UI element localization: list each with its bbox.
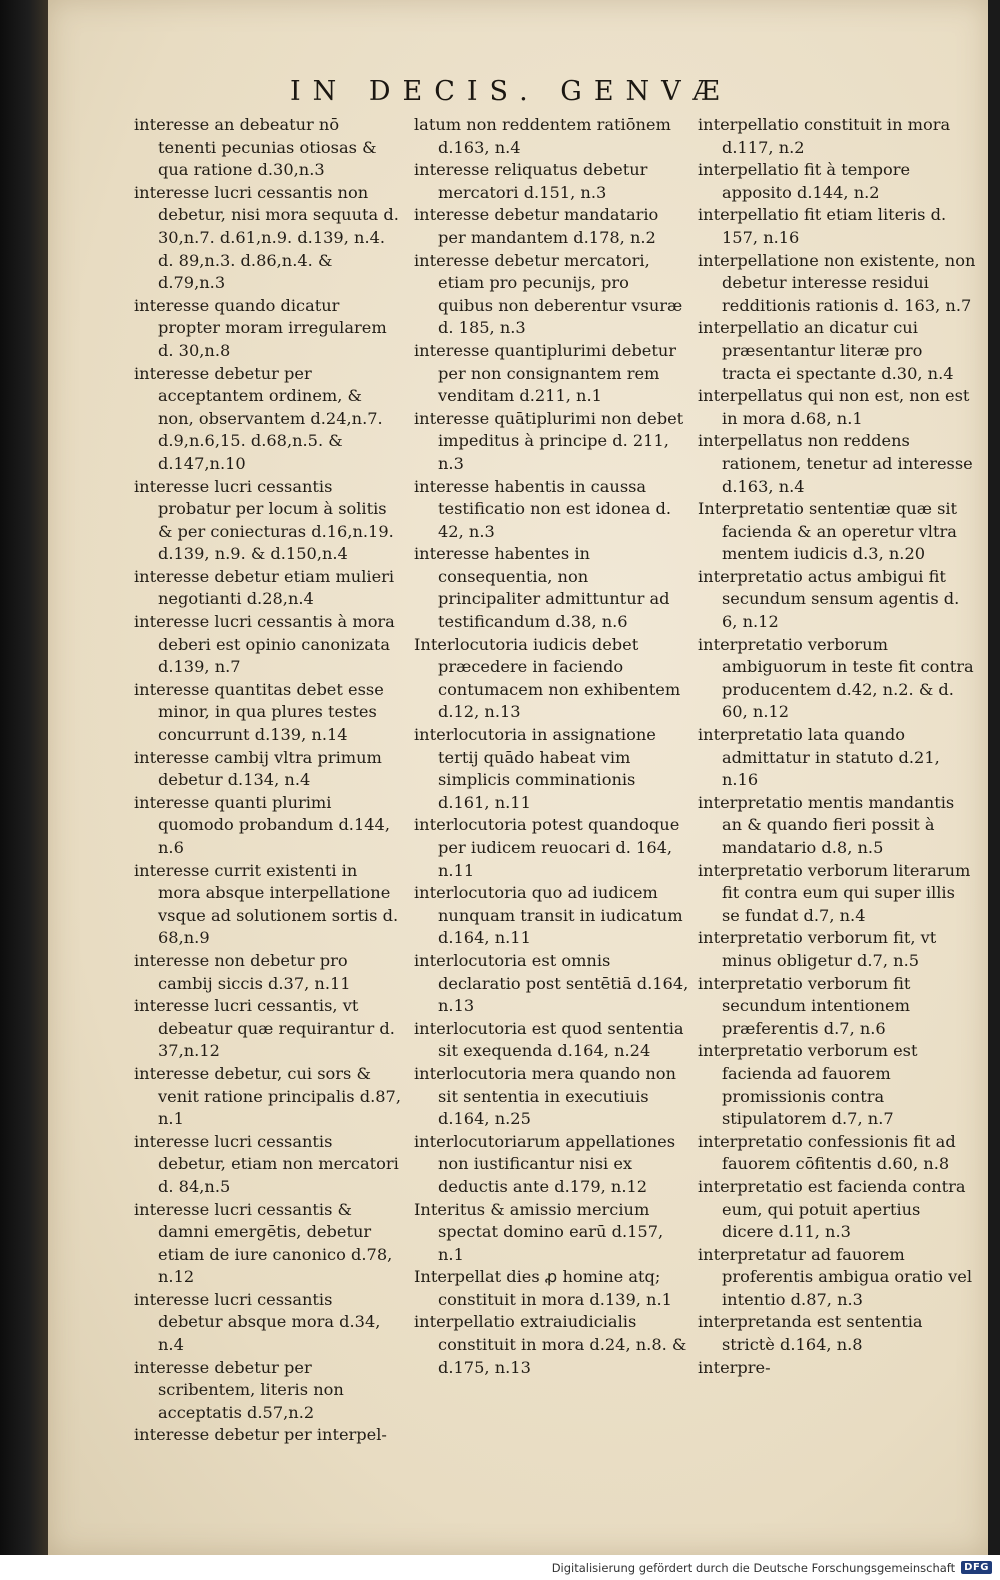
index-entry: interesse debetur mercatori, etiam pro pecunijs, pro quibus non deberentur vsuræ d. 185, n.3 (414, 250, 683, 338)
index-column-2 (414, 114, 689, 1379)
index-entry: interpretatio verborum ambiguorum in teste fit contra producentem d.42, n.2. & d. 60, n.12 (698, 634, 974, 722)
index-entry: interpellatio extraiudicialis constituit in mora d.24, n.8. & d.175, n.13 (414, 1312, 687, 1377)
index-entry: interesse cambij vltra primum debetur d.134, n.4 (134, 747, 382, 790)
running-header: IN DECIS. GENVÆ (290, 76, 732, 107)
index-entry: Interpretatio sententiæ quæ sit facienda & an operetur vltra mentem iudicis d.3, n.20 (698, 499, 958, 564)
index-entry: interpretatur ad fauorem proferentis ambigua oratio vel intentio d.87, n.3 (698, 1244, 973, 1309)
index-entry: interpretatio verborum est facienda ad fauorem promissionis contra stipulatorem d.7, n.7 (698, 1041, 918, 1129)
index-entry: interesse lucri cessantis & damni emergētis, debetur etiam de iure canonico d.78, n.12 (134, 1199, 393, 1287)
index-entry: interesse quando dicatur propter moram irregularem d. 30,n.8 (134, 295, 387, 360)
index-entry: Interpellat dies ꝓ homine atq; constituit in mora d.139, n.1 (414, 1267, 672, 1309)
index-entry: Interitus & amissio mercium spectat domino earū d.157, n.1 (414, 1199, 664, 1264)
index-entry: interlocutoria mera quando non sit sententia in executiuis d.164, n.25 (414, 1063, 676, 1129)
index-entry: interesse quātiplurimi non debet impeditus à principe d. 211, n.3 (414, 408, 684, 473)
index-entry: interpellatio an dicatur cui præsentantur literæ pro tracta ei spectante d.30, n.4 (698, 318, 954, 383)
index-entry: interesse reliquatus debetur mercatori d.151, n.3 (414, 160, 648, 202)
index-entry: interlocutoria quo ad iudicem nunquam transit in iudicatum d.164, n.11 (414, 883, 683, 948)
index-entry: interesse lucri cessantis debetur absque mora d.34, n.4 (134, 1289, 381, 1355)
index-entry: interpretatio actus ambigui fit secundum sensum agentis d. 6, n.12 (698, 566, 960, 632)
digitization-footer (0, 1555, 1000, 1580)
index-entry: interesse quantitas debet esse minor, in qua plures testes concurrunt d.139, n.14 (134, 679, 384, 745)
index-entry: interlocutoria in assignatione tertij quādo habeat vim simplicis comminationis d.161, n.11 (414, 725, 656, 812)
index-entry: interesse currit existenti in mora absque interpellatione vsque ad solutionem sortis d. 68,n.9 (134, 860, 399, 948)
footer-text: Digitalisierung gefördert durch die Deutsche Forschungsgemeinschaft (551, 1560, 956, 1575)
index-column-1 (134, 114, 402, 1447)
index-entry: interesse lucri cessantis, vt debeatur quæ requirantur d. 37,n.12 (134, 996, 395, 1061)
index-entry: interpre- (698, 1357, 771, 1377)
index-entry: interesse debetur mandatario per mandantem d.178, n.2 (414, 205, 659, 247)
index-entry: interpellatio fit à tempore apposito d.144, n.2 (698, 160, 911, 202)
index-entry: interpretanda est sententia strictè d.164, n.8 (698, 1312, 923, 1355)
index-entry: interlocutoria est quod sententia sit exequenda d.164, n.24 (414, 1018, 684, 1061)
index-entry: interesse lucri cessantis non debetur, nisi mora sequuta d. 30,n.7. d.61,n.9. d.139, n.4. d. 89,n.3. d.86,n.4. & d.79,n.3 (134, 182, 399, 293)
index-entry: interesse debetur per acceptantem ordinem, & non, observantem d.24,n.7. d.9,n.6,15. d.68,n.5. & d.147,n.10 (134, 363, 383, 473)
index-entry: interesse debetur, cui sors & venit ratione principalis d.87, n.1 (134, 1063, 401, 1129)
index-entry: interpellatus non reddens rationem, tenetur ad interesse d.163, n.4 (698, 431, 973, 496)
index-entry: interlocutoria potest quandoque per iudicem reuocari d. 164, n.11 (414, 815, 680, 880)
index-entry: interesse quantiplurimi debetur per non consignantem rem venditam d.211, n.1 (414, 340, 676, 406)
index-entry: interesse non debetur pro cambij siccis d.37, n.11 (134, 950, 351, 993)
index-entry: interpretatio mentis mandantis an & quando fieri possit à mandatario d.8, n.5 (698, 792, 955, 857)
index-entry: interpretatio verborum fit secundum intentionem præferentis d.7, n.6 (698, 973, 911, 1038)
index-entry: interesse lucri cessantis debetur, etiam non mercatori d. 84,n.5 (134, 1131, 399, 1196)
index-entry: interlocutoriarum appellationes non iustificantur nisi ex deductis ante d.179, n.12 (414, 1131, 676, 1196)
index-entry: interesse habentes in consequentia, non principaliter admittuntur ad testificandum d.38, n.6 (414, 544, 670, 632)
index-entry: interesse debetur per scribentem, literis non acceptatis d.57,n.2 (134, 1357, 344, 1422)
dfg-logo: DFG (961, 1561, 992, 1574)
index-entry: interesse lucri cessantis probatur per locum à solitis & per coniecturas d.16,n.19. d.139, n.9. & d.150,n.4 (134, 476, 394, 564)
index-entry: interesse lucri cessantis à mora deberi est opinio canonizata d.139, n.7 (134, 612, 395, 677)
index-entry: interesse quanti plurimi quomodo probandum d.144, n.6 (134, 792, 390, 857)
index-entry: interpretatio lata quando admittatur in statuto d.21, n.16 (698, 725, 940, 790)
index-entry: interpretatio verborum literarum fit contra eum qui super illis se fundat d.7, n.4 (698, 860, 971, 925)
index-entry: interpellatione non existente, non debetur interesse residui redditionis rationis d. 163, n.7 (698, 250, 976, 315)
index-entry: interesse debetur per interpel- (134, 1425, 387, 1445)
index-column-3 (698, 114, 976, 1379)
index-entry: Interlocutoria iudicis debet præcedere in faciendo contumacem non exhibentem d.12, n.13 (414, 634, 681, 722)
index-entry: interesse debetur etiam mulieri negotianti d.28,n.4 (134, 566, 395, 609)
index-entry: interpellatio constituit in mora d.117, n.2 (698, 115, 951, 157)
index-entry: interpretatio confessionis fit ad fauorem cōfitentis d.60, n.8 (698, 1131, 956, 1174)
index-entry: interpellatio fit etiam literis d. 157, n.16 (698, 205, 947, 247)
scan-left-edge (0, 0, 48, 1555)
index-entry: latum non reddentem ratiōnem d.163, n.4 (414, 115, 671, 157)
index-entry: interpretatio est facienda contra eum, qui potuit apertius dicere d.11, n.3 (698, 1176, 966, 1242)
index-entry: interpretatio verborum fit, vt minus obligetur d.7, n.5 (698, 928, 937, 970)
index-entry: interpellatus qui non est, non est in mora d.68, n.1 (698, 386, 970, 428)
index-entry: interesse habentis in caussa testificatio non est idonea d. 42, n.3 (414, 476, 672, 541)
index-entry: interlocutoria est omnis declaratio post sentētiā d.164, n.13 (414, 950, 689, 1016)
index-entry: interesse an debeatur nō tenenti pecunias otiosas & qua ratione d.30,n.3 (134, 115, 377, 180)
